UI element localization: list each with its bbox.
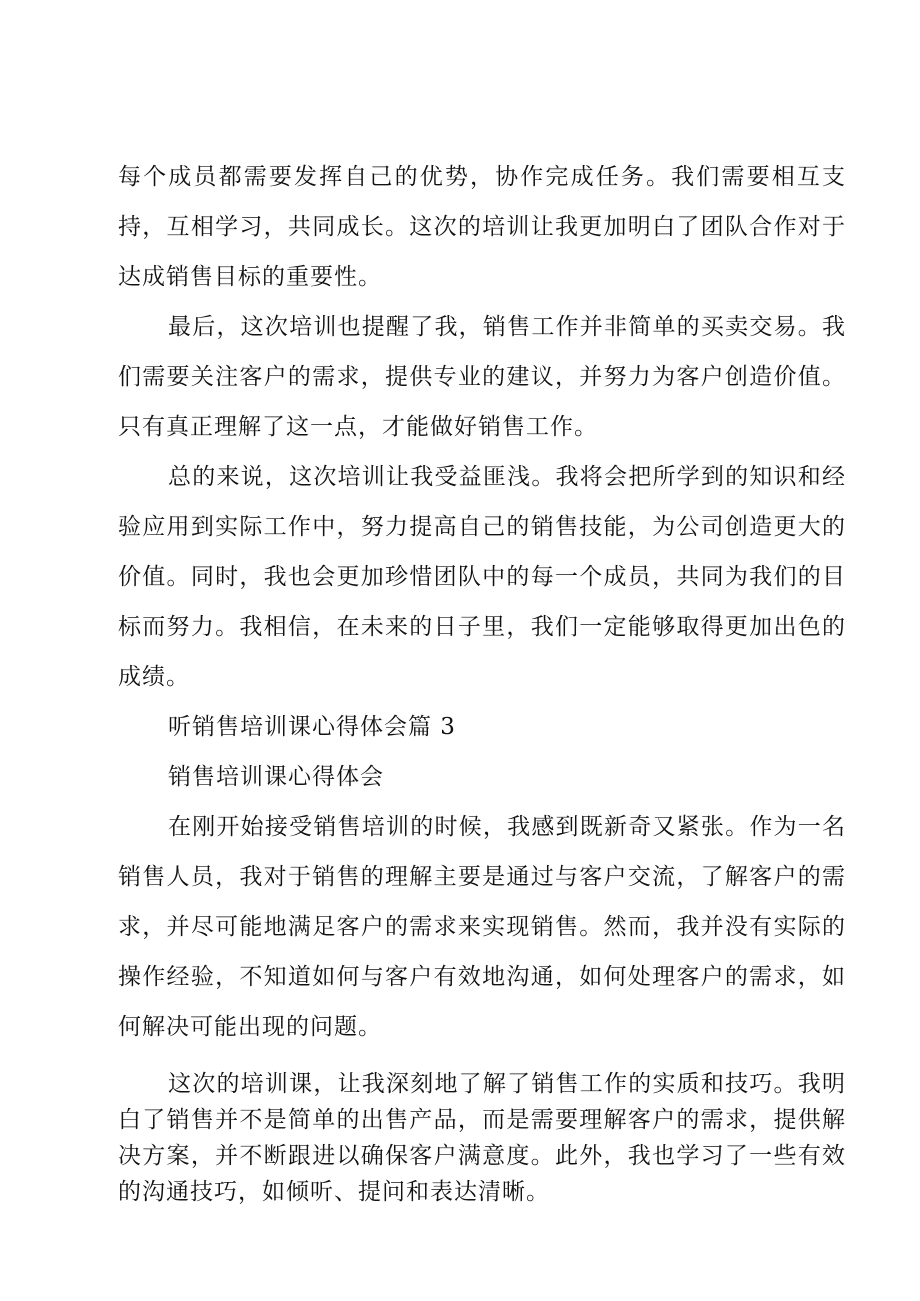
- paragraph-training-insight: 这次的培训课，让我深刻地了解了销售工作的实质和技巧。我明白了销售并不是简单的出售产品，而是需要理解客户的需求，提供解决方案，并不断跟进以确保客户满意度。此外，我也学习了一些有效的沟通技巧，如倾听、提问和表达清晰。: [118, 1071, 846, 1205]
- paragraph-continuation: 每个成员都需要发挥自己的优势，协作完成任务。我们需要相互支持，互相学习，共同成长。这次的培训让我更加明白了团队合作对于达成销售目标的重要性。: [118, 164, 846, 290]
- paragraph-beginning: 在刚开始接受销售培训的时候，我感到既新奇又紧张。作为一名销售人员，我对于销售的理解主要是通过与客户交流，了解客户的需求，并尽可能地满足客户的需求来实现销售。然而，我并没有实际的操作经验，不知道如何与客户有效地沟通，如何处理客户的需求，如何解决可能出现的问题。: [118, 814, 846, 1040]
- section-title: 听销售培训课心得体会篇 3: [168, 714, 456, 740]
- paragraph-summary: 总的来说，这次培训让我受益匪浅。我将会把所学到的知识和经验应用到实际工作中，努力提高自己的销售技能，为公司创造更大的价值。同时，我也会更加珍惜团队中的每一个成员，共同为我们的目标而努力。我相信，在未来的日子里，我们一定能够取得更加出色的成绩。: [118, 464, 846, 690]
- paragraph-conclusion-intro: 最后，这次培训也提醒了我，销售工作并非简单的买卖交易。我们需要关注客户的需求，提供专业的建议，并努力为客户创造价值。只有真正理解了这一点，才能做好销售工作。: [118, 314, 846, 440]
- section-subtitle: 销售培训课心得体会: [168, 764, 384, 790]
- document-body: [118, 152, 846, 1210]
